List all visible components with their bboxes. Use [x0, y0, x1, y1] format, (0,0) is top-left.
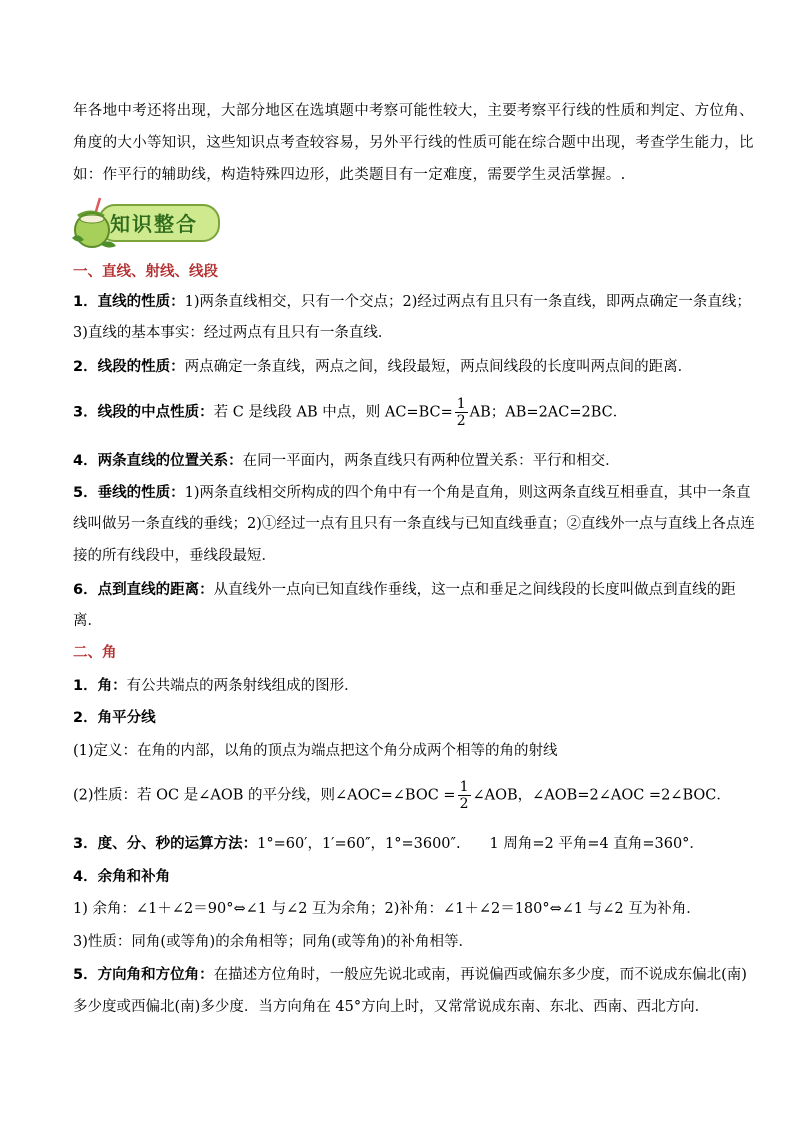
s1-item-6-label: 6．点到直线的距离：	[73, 582, 214, 598]
s1-item-5-text-c: 接的所有线段中，垂线段最短．	[73, 548, 276, 564]
s2-item-5-text-a: 在描述方位角时，一般应先说北或南，再说偏西或偏东多少度，而不说成东偏北(南)	[213, 967, 747, 983]
s2-item-5-text-b: 多少度或西偏北(南)多少度．当方向角在 45°方向上时，又常常说成东南、东北、西南、西北方向．	[73, 999, 710, 1015]
s1-item-4-text: 在同一平面内，两条直线只有两种位置关系：平行和相交．	[242, 453, 620, 469]
s2-item-2-prop-post: ∠AOB，∠AOB=2∠AOC =2∠BOC．	[472, 787, 731, 804]
s2-item-2-prop-pre: (2)性质：若 OC 是∠AOB 的平分线，则∠AOC=∠BOC =	[73, 787, 456, 804]
s2-item-1	[73, 676, 733, 696]
s2-item-3-text: 1°=60′，1′=60″，1°=3600″. 1 周角=2 平角=4 直角=360°．	[257, 836, 704, 852]
s2-item-2-label: 2．角平分线	[73, 710, 156, 726]
s1-item-5-text-b: 线叫做另一条直线的垂线；2)①经过一点有且只有一条直线与已知直线垂直；②直线外一点与直线上各点连	[73, 516, 755, 532]
section-1-heading: 一、直线、射线、线段	[73, 264, 218, 280]
s1-item-4	[73, 451, 733, 471]
s1-item-6-text-a: 从直线外一点向已知直线作垂线，这一点和垂足之间线段的长度叫做点到直线的距	[213, 582, 736, 598]
s1-item-2	[73, 357, 733, 377]
s1-item-2-text: 两点确定一条直线，两点之间，线段最短，两点间线段的长度叫两点间的距离．	[184, 359, 693, 375]
fraction-numerator: 1	[456, 396, 466, 412]
banner-title: 知识整合	[110, 212, 198, 236]
s1-item-5-line-1	[73, 483, 751, 503]
s1-item-3-post: AB；AB=2AC=2BC．	[469, 404, 628, 421]
s1-item-1-label: 1．直线的性质：	[73, 294, 185, 310]
fraction-numerator-2: 1	[459, 779, 469, 795]
s1-item-4-label: 4．两条直线的位置关系：	[73, 453, 243, 469]
s2-item-2-def: (1)定义：在角的内部，以角的顶点为端点把这个角分成两个相等的角的射线	[73, 743, 558, 759]
section-2-heading: 二、角	[73, 645, 117, 661]
s1-item-3-label: 3．线段的中点性质：	[73, 404, 214, 421]
intro-line-2: 角度的大小等知识，这些知识点考查较容易，另外平行线的性质可能在综合题中出现，考查学生能力，比	[73, 135, 754, 151]
s1-item-3-pre: 若 C 是线段 AB 中点，则 AC=BC=	[213, 404, 453, 421]
knowledge-banner	[70, 194, 222, 250]
s2-item-4-label: 4．余角和补角	[73, 869, 171, 885]
s1-item-1-text-a: 1)两条直线相交，只有一个交点；2)经过两点有且只有一条直线，即两点确定一条直线；	[184, 294, 751, 310]
s2-item-5-label: 5．方向角和方位角：	[73, 967, 214, 983]
s1-item-6-line-1	[73, 580, 736, 600]
s1-item-1-text-b: 3)直线的基本事实：经过两点有且只有一条直线．	[73, 325, 393, 341]
s1-item-6-text-b: 离．	[73, 613, 102, 629]
s1-item-3	[73, 396, 733, 429]
s2-item-2-prop	[73, 779, 733, 812]
intro-line-3: 如：作平行的辅助线，构造特殊四边形，此类题目有一定难度，需要学生灵活掌握。.	[73, 167, 626, 183]
half-fraction-2	[458, 779, 471, 812]
s2-item-4-text-b: 3)性质：同角(或等角)的余角相等；同角(或等角)的补角相等．	[73, 934, 474, 950]
s1-item-2-label: 2．线段的性质：	[73, 359, 185, 375]
s2-item-5-line-1	[73, 965, 747, 985]
s1-item-5-text-a: 1)两条直线相交所构成的四个角中有一个角是直角，则这两条直线互相垂直，其中一条直	[184, 485, 751, 501]
fraction-denominator: 2	[456, 413, 466, 429]
s2-item-1-label: 1．角：	[73, 678, 127, 694]
intro-line-1: 年各地中考还将出现，大部分地区在选填题中考察可能性较大，主要考察平行线的性质和判定、方位角、	[73, 103, 754, 119]
s2-item-4-text-a: 1) 余角：∠1＋∠2＝90°⇔∠1 与∠2 互为余角；2)补角：∠1＋∠2＝180°⇔∠1 与∠2 互为补角．	[73, 901, 701, 917]
s1-item-1-line-1	[73, 292, 751, 312]
s2-item-3	[73, 834, 733, 854]
s2-item-1-text: 有公共端点的两条射线组成的图形．	[126, 678, 359, 694]
s1-item-5-label: 5．垂线的性质：	[73, 485, 185, 501]
fraction-denominator-2: 2	[459, 796, 469, 812]
s2-item-3-label: 3．度、分、秒的运算方法：	[73, 836, 258, 852]
half-fraction	[455, 396, 468, 429]
